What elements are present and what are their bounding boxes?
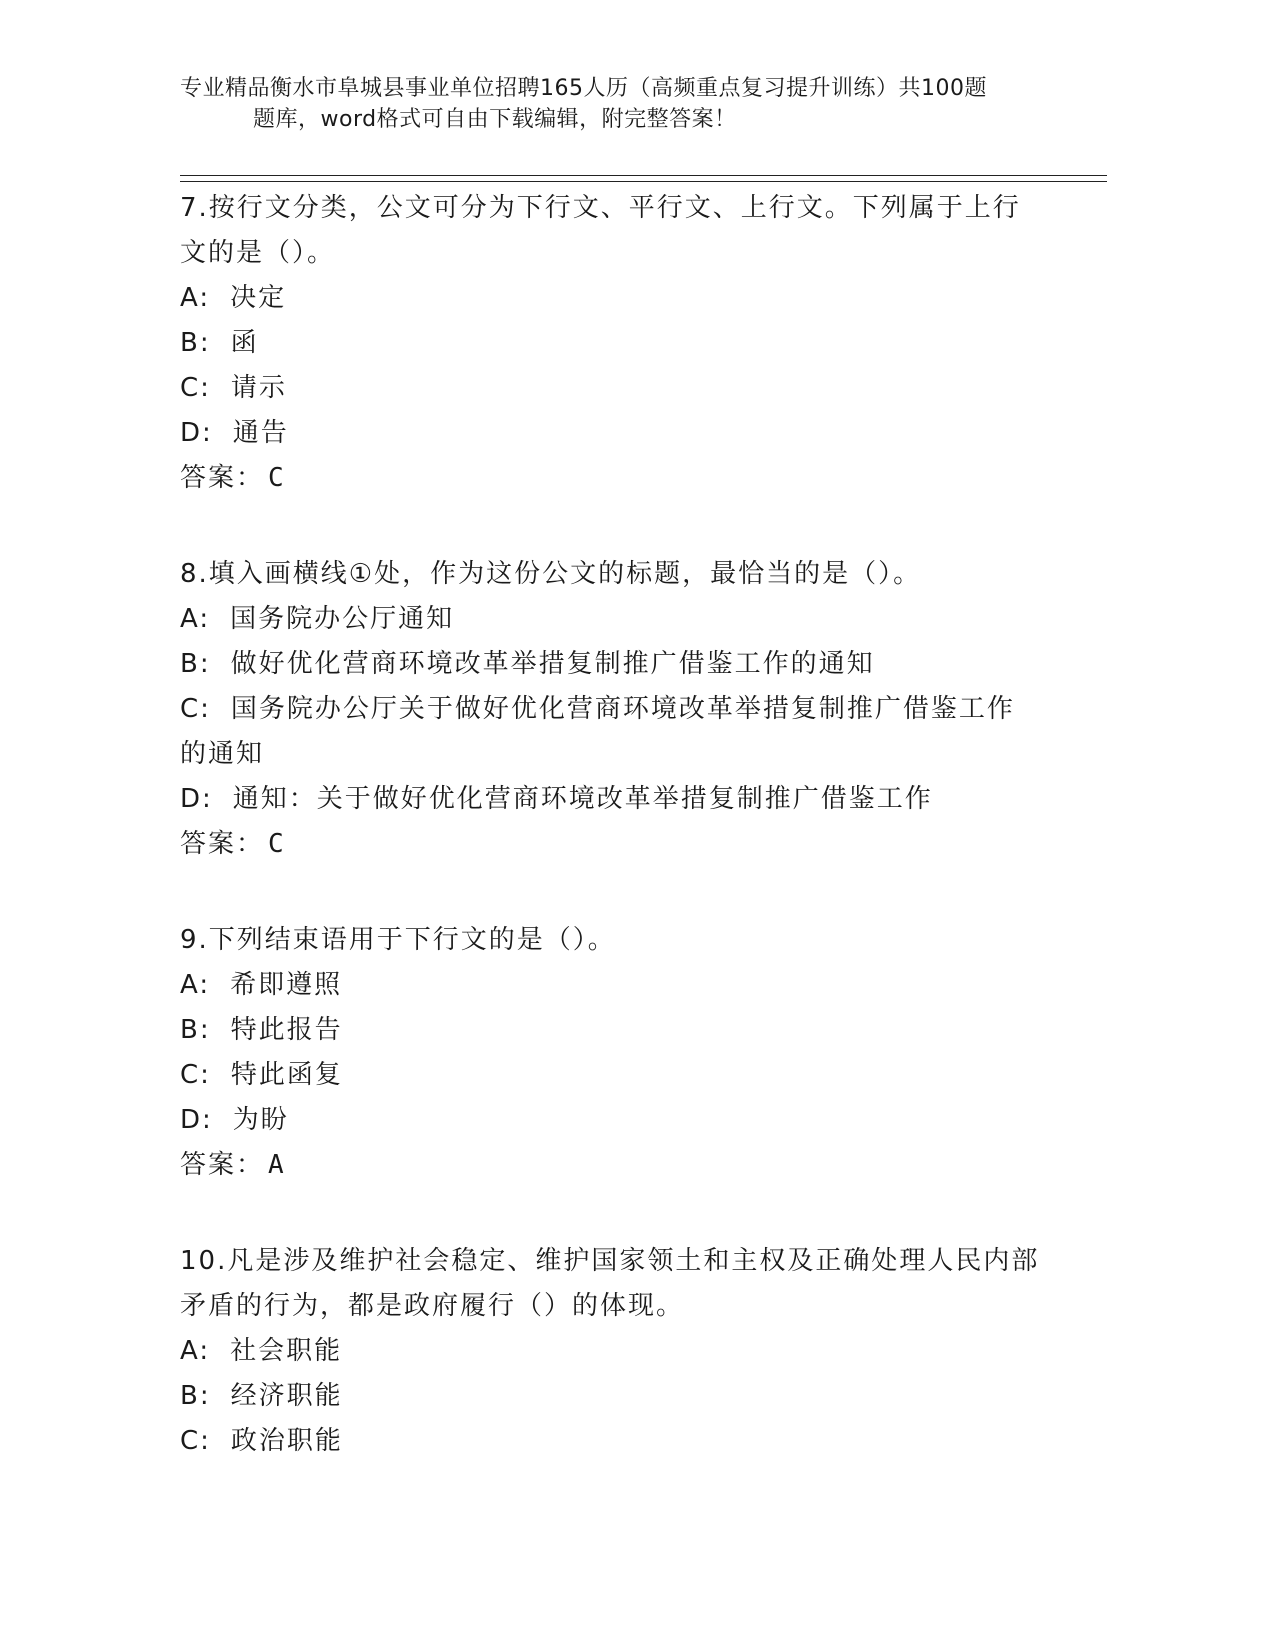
option-text: 希即遵照 — [230, 970, 343, 1000]
option-a — [180, 963, 1040, 1008]
option-letter: A: — [180, 1336, 211, 1366]
answer-value: C — [268, 829, 286, 859]
option-a — [180, 1329, 1040, 1374]
option-letter: D: — [180, 784, 213, 814]
option-letter: B: — [180, 649, 211, 679]
question-9 — [180, 918, 1040, 1188]
question-stem: 10.凡是涉及维护社会稳定、维护国家领土和主权及正确处理人民内部矛盾的行为，都是政府履行（）的体现。 — [180, 1246, 1040, 1321]
option-c — [180, 687, 1040, 777]
option-text: 做好优化营商环境改革举措复制推广借鉴工作的通知 — [230, 649, 875, 679]
option-text: 为盼 — [232, 1105, 289, 1135]
option-letter: C: — [180, 1060, 211, 1090]
option-letter: D: — [180, 418, 213, 448]
option-text: 决定 — [230, 283, 287, 313]
document-header — [180, 73, 1080, 135]
question-list — [180, 186, 1040, 1464]
option-letter: C: — [180, 694, 211, 724]
option-text: 函 — [230, 328, 259, 358]
option-d — [180, 1098, 1040, 1143]
option-text: 特此函复 — [230, 1060, 343, 1090]
option-letter: A: — [180, 283, 211, 313]
answer-label: 答案： — [180, 463, 265, 493]
option-letter: D: — [180, 1105, 213, 1135]
option-b — [180, 1374, 1040, 1419]
option-text: 经济职能 — [230, 1381, 343, 1411]
option-text: 请示 — [230, 373, 287, 403]
option-letter: C: — [180, 373, 211, 403]
header-divider-top — [180, 175, 1107, 176]
answer-label: 答案： — [180, 1150, 265, 1180]
answer-line — [180, 456, 1040, 501]
answer-value: C — [268, 463, 286, 493]
option-text: 政治职能 — [230, 1426, 343, 1456]
option-text: 国务院办公厅关于做好优化营商环境改革举措复制推广借鉴工作的通知 — [180, 694, 1015, 769]
answer-label: 答案： — [180, 829, 265, 859]
option-b — [180, 321, 1040, 366]
option-text: 国务院办公厅通知 — [230, 604, 455, 634]
option-letter: B: — [180, 1015, 211, 1045]
question-10 — [180, 1239, 1040, 1464]
option-letter: B: — [180, 1381, 211, 1411]
question-7 — [180, 186, 1040, 501]
answer-line — [180, 1143, 1040, 1188]
option-letter: B: — [180, 328, 211, 358]
option-d — [180, 777, 1040, 822]
question-stem: 8.填入画横线①处，作为这份公文的标题，最恰当的是（）。 — [180, 559, 922, 589]
option-text: 通知：关于做好优化营商环境改革举措复制推广借鉴工作 — [232, 784, 933, 814]
option-letter: C: — [180, 1426, 211, 1456]
question-stem: 9.下列结束语用于下行文的是（）。 — [180, 925, 616, 955]
question-8 — [180, 552, 1040, 867]
option-letter: A: — [180, 970, 211, 1000]
answer-value: A — [268, 1150, 286, 1180]
option-text: 特此报告 — [230, 1015, 343, 1045]
option-a — [180, 276, 1040, 321]
option-a — [180, 597, 1040, 642]
option-c — [180, 1419, 1040, 1464]
answer-line — [180, 822, 1040, 867]
header-title-line1: 专业精品衡水市阜城县事业单位招聘165人历（高频重点复习提升训练）共100题 — [180, 76, 987, 101]
option-letter: A: — [180, 604, 211, 634]
option-text: 社会职能 — [230, 1336, 343, 1366]
option-b — [180, 642, 1040, 687]
option-c — [180, 1053, 1040, 1098]
option-d — [180, 411, 1040, 456]
option-text: 通告 — [232, 418, 289, 448]
header-title-line2: 题库，word格式可自由下载编辑，附完整答案！ — [253, 107, 737, 132]
option-b — [180, 1008, 1040, 1053]
header-divider-bottom — [180, 181, 1107, 182]
question-stem: 7.按行文分类，公文可分为下行文、平行文、上行文。下列属于上行文的是（）。 — [180, 193, 1021, 268]
option-c — [180, 366, 1040, 411]
